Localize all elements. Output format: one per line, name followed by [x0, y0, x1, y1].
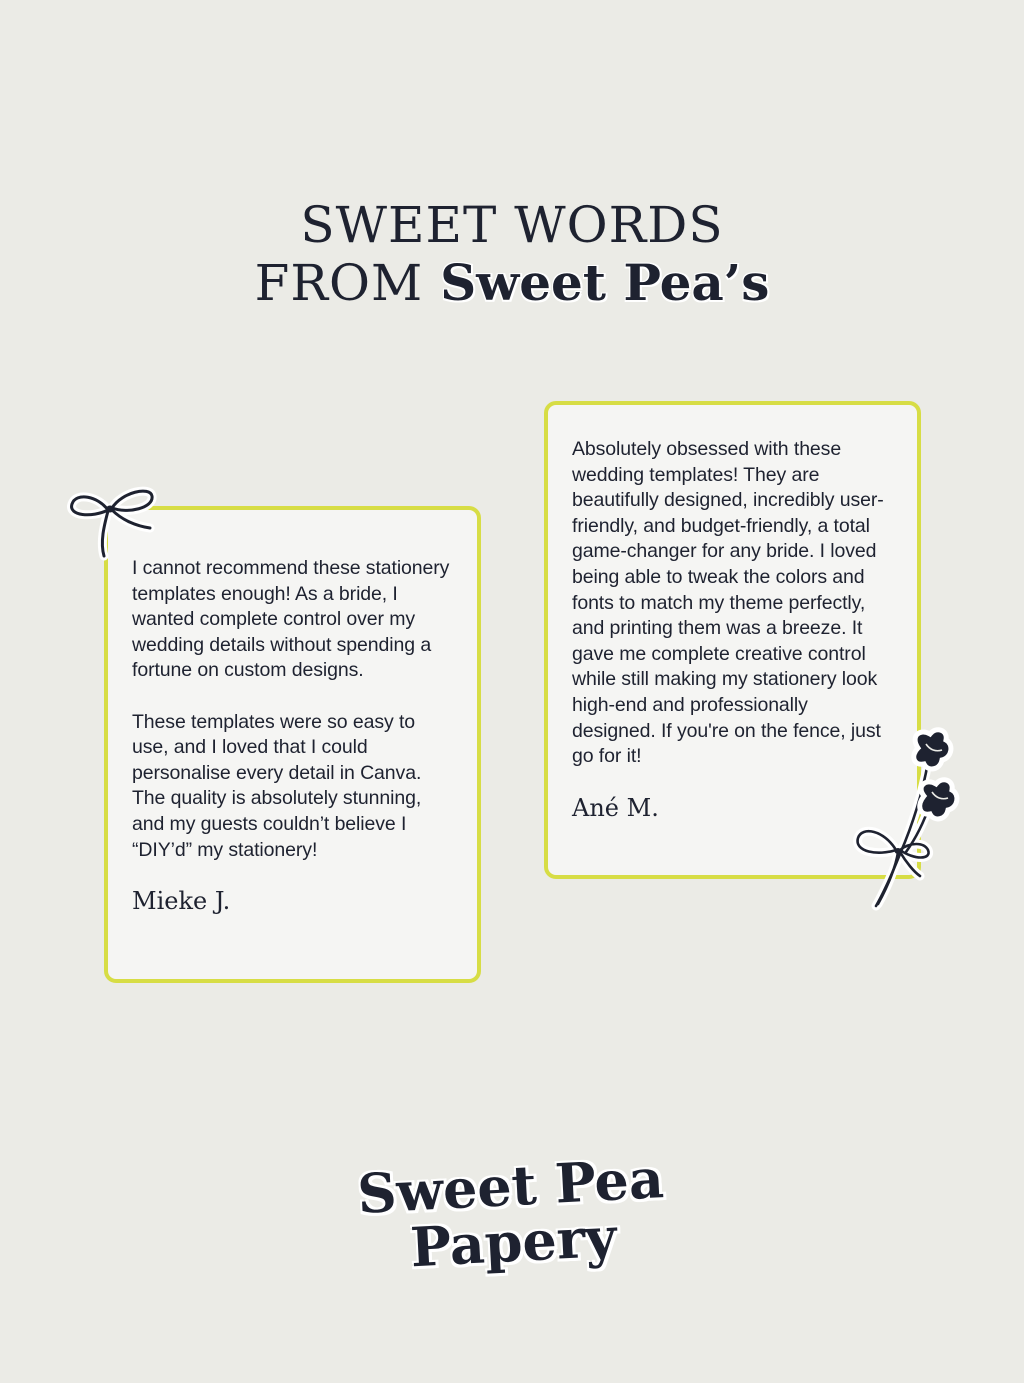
testimonial-card-mieke — [104, 506, 481, 983]
logo-line-2: Papery — [408, 1204, 619, 1280]
page-heading — [0, 196, 1024, 312]
quote-paragraph: I cannot recommend these stationery templates enough! As a bride, I wanted complete control over my wedding details without spending a fortune on custom designs. — [132, 557, 450, 682]
quote-paragraph: Absolutely obsessed with these wedding templates! They are beautifully designed, incredibly user-friendly, and budget-friendly, a total game-changer for any bride. I loved being able to tweak the colors and fonts to match my theme perfectly, and printing them was a breeze. It gave me complete creative control while still making my stationery look high-end and professionally designed. If you're on the fence, just go for it! — [572, 438, 884, 768]
heading-accent: Sweet Pea’s — [440, 253, 770, 312]
heading-prefix: FROM — [254, 254, 424, 312]
brand-logo — [0, 1131, 1024, 1296]
heading-line-2 — [0, 254, 1024, 312]
logo-line-1: Sweet Pea — [355, 1146, 666, 1227]
quote-paragraph: These templates were so easy to use, and I loved that I could personalise every detail in Canva. The quality is absolutely stunning, and my guests couldn’t believe I “DIY’d” my stationery! — [132, 710, 422, 861]
heading-line-1: SWEET WORDS — [300, 196, 724, 254]
testimonial-author: Mieke J. — [132, 887, 231, 916]
testimonial-quote — [132, 556, 453, 863]
testimonial-author: Ané M. — [572, 793, 659, 822]
testimonial-quote — [572, 437, 893, 770]
bow-icon — [64, 482, 160, 562]
sweet-pea-flower-icon — [848, 726, 966, 912]
